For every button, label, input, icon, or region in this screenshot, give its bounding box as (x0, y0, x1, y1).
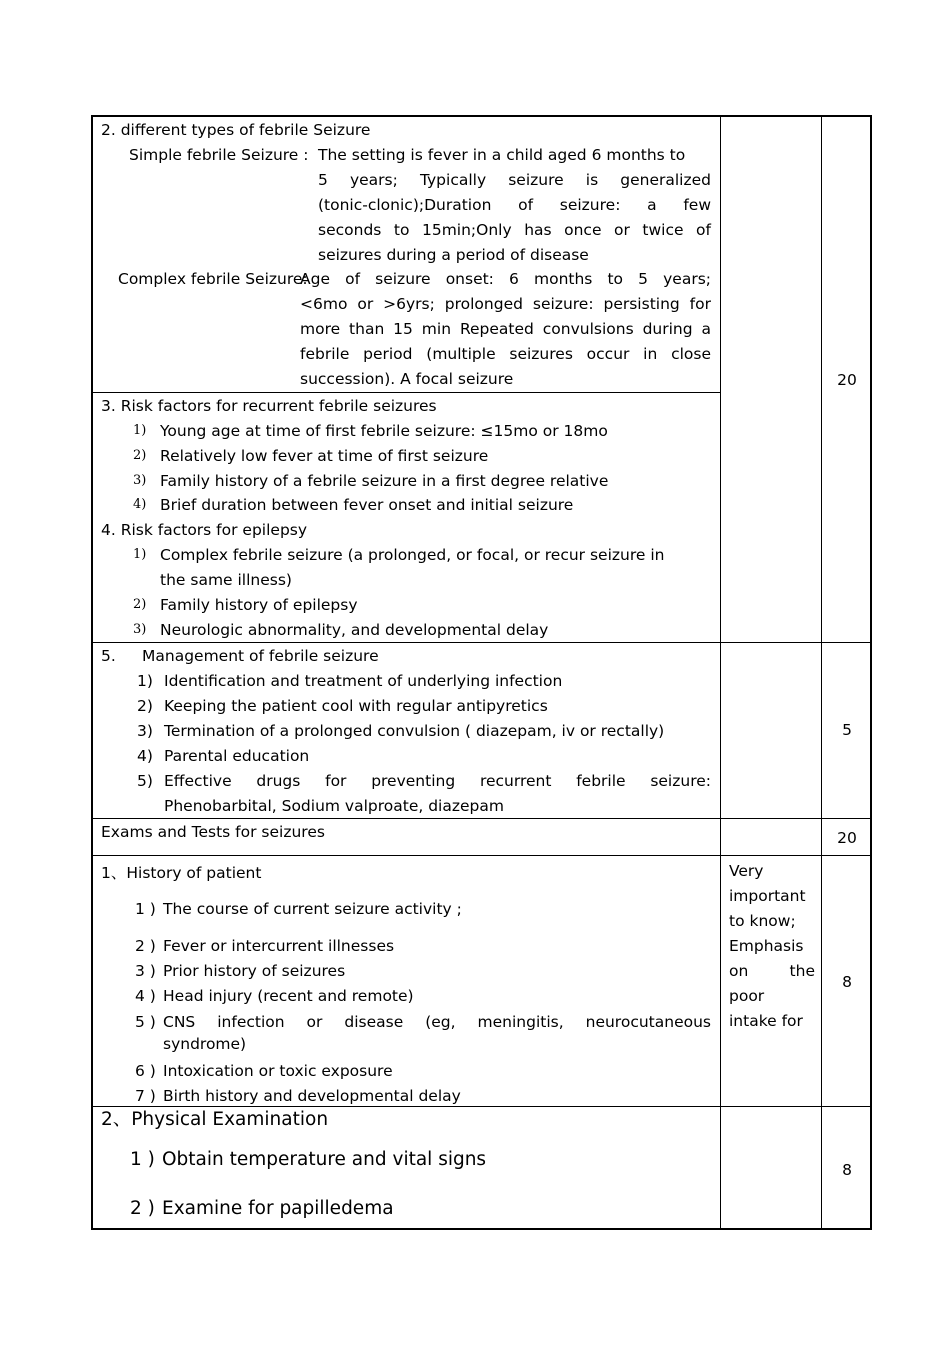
list-item: Family history of a febrile seizure in a first degree relative (160, 472, 609, 490)
score-cell: 20 (837, 829, 857, 847)
list-item: Brief duration between fever onset and initial seizure (160, 496, 574, 514)
list-number: 6 ) (135, 1062, 156, 1080)
list-number: 3) (137, 722, 153, 740)
list-number: 1 ) (135, 900, 156, 918)
section-heading: 4. Risk factors for epilepsy (101, 521, 308, 539)
score-cell: 5 (842, 721, 852, 739)
list-item: Complex febrile seizure (a prolonged, or focal, or recur seizure in (160, 546, 665, 564)
row-divider (93, 818, 870, 819)
list-number: 1) (137, 672, 153, 690)
list-item: Obtain temperature and vital signs (162, 1149, 487, 1170)
complex-seizure-text: succession). A focal seizure (300, 370, 514, 388)
list-number: 3) (133, 622, 147, 637)
list-number: 5) (137, 772, 153, 790)
list-item: Fever or intercurrent illnesses (163, 937, 395, 955)
list-item: Termination of a prolonged convulsion ( diazepam, iv or rectally) (164, 722, 665, 740)
list-number: 1 ) (130, 1149, 155, 1170)
list-number: 2) (133, 597, 147, 612)
list-number: 1) (133, 423, 147, 438)
section-heading: 3. Risk factors for recurrent febrile seizures (101, 397, 437, 415)
list-item: The course of current seizure activity ; (163, 900, 462, 918)
list-item: Keeping the patient cool with regular antipyretics (164, 697, 548, 715)
list-number: 2) (133, 448, 147, 463)
simple-seizure-text: seconds to 15min;Only has once or twice of (318, 221, 711, 239)
list-number: 7 ) (135, 1087, 156, 1105)
simple-seizure-text: The setting is fever in a child aged 6 months to (318, 146, 686, 164)
row-divider (93, 855, 870, 856)
note-text: to know; (729, 912, 796, 930)
list-number: 4) (133, 497, 147, 512)
list-number: 3) (133, 473, 147, 488)
note-text: important (729, 887, 806, 905)
score-cell: 20 (837, 371, 857, 389)
simple-seizure-text: seizures during a period of disease (318, 246, 589, 264)
exams-title: Exams and Tests for seizures (101, 823, 325, 841)
section-heading: Management of febrile seizure (142, 647, 379, 665)
simple-seizure-text: (tonic-clonic);Duration of seizure: a few (318, 196, 711, 214)
list-item: Parental education (164, 747, 310, 765)
list-number: 4 ) (135, 987, 156, 1005)
complex-seizure-text: <6mo or >6yrs; prolonged seizure: persisting for (300, 295, 711, 313)
list-item: Family history of epilepsy (160, 596, 358, 614)
assessment-table (91, 115, 872, 1230)
column-divider (821, 117, 822, 1228)
list-item: Prior history of seizures (163, 962, 346, 980)
simple-seizure-label: Simple febrile Seizure : (129, 146, 309, 164)
note-text: Very (729, 862, 764, 880)
complex-seizure-text: more than 15 min Repeated convulsions during a (300, 320, 711, 338)
list-number: 2) (137, 697, 153, 715)
list-item: CNS infection or disease (eg, meningitis, neurocutaneous (163, 1013, 711, 1031)
row-divider (93, 392, 720, 393)
score-cell: 8 (842, 1161, 852, 1179)
list-number: 3 ) (135, 962, 156, 980)
section-heading: 2. different types of febrile Seizure (101, 121, 371, 139)
list-item: Head injury (recent and remote) (163, 987, 414, 1005)
complex-seizure-label: Complex febrile Seizure: (118, 270, 308, 288)
list-item: Intoxication or toxic exposure (163, 1062, 393, 1080)
section-heading: 2、Physical Examination (101, 1109, 329, 1130)
score-cell: 8 (842, 973, 852, 991)
row-divider (93, 642, 870, 643)
list-number: 4) (137, 747, 153, 765)
row-divider (93, 1106, 870, 1107)
list-item: Relatively low fever at time of first seizure (160, 447, 489, 465)
section-heading: 1、History of patient (101, 864, 262, 882)
simple-seizure-text: 5 years; Typically seizure is generalized (318, 171, 711, 189)
list-number: 2 ) (130, 1198, 155, 1219)
list-item: Birth history and developmental delay (163, 1087, 461, 1105)
list-item: Examine for papilledema (162, 1198, 394, 1219)
list-item-continuation: Phenobarbital, Sodium valproate, diazepam (164, 797, 504, 815)
note-text: intake for (729, 1012, 803, 1030)
list-item-continuation: syndrome) (163, 1035, 247, 1053)
list-item-continuation: the same illness) (160, 571, 292, 589)
list-item: Young age at time of first febrile seizure: ≤15mo or 18mo (160, 422, 608, 440)
list-item: Identification and treatment of underlying infection (164, 672, 563, 690)
list-number: 2 ) (135, 937, 156, 955)
section-number: 5. (101, 647, 116, 665)
note-text: Emphasis (729, 937, 804, 955)
note-text: poor (729, 987, 765, 1005)
list-number: 5 ) (135, 1013, 156, 1031)
list-item: Neurologic abnormality, and developmental delay (160, 621, 549, 639)
complex-seizure-text: febrile period (multiple seizures occur in close (300, 345, 711, 363)
list-number: 1) (133, 547, 147, 562)
list-item: Effective drugs for preventing recurrent febrile seizure: (164, 772, 711, 790)
note-text: on the (729, 962, 815, 980)
complex-seizure-text: Age of seizure onset: 6 months to 5 years; (300, 270, 711, 288)
column-divider (720, 117, 721, 1228)
